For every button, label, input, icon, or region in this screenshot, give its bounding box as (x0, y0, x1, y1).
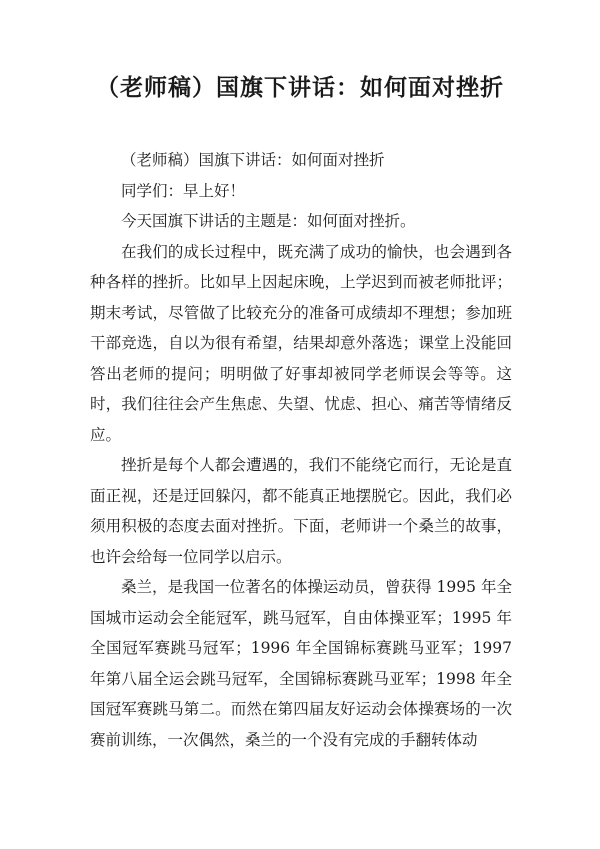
paragraph-topic: 今天国旗下讲话的主题是：如何面对挫折。 (121, 212, 416, 230)
document-title: （老师稿）国旗下讲话：如何面对挫折 (96, 74, 504, 101)
paragraph-attitude: 挫折是每个人都会遭遇的，我们不能绕它而行，无论是直面正视，还是迂回躲闪，都不能真正地摆脱它。因此，我们必须用积极的态度去面对挫折。下面，老师讲一个桑兰的故事，也许会给每一位同学以启示。 (90, 456, 512, 566)
paragraph-growth: 在我们的成长过程中，既充满了成功的愉快，也会遇到各种各样的挫折。比如早上因起床晚，上学迟到而被老师批评；期末考试，尽管做了比较充分的准备可成绩却不理想；参加班干部竞选，自以为很有希望，结果却意外落选；课堂上没能回答出老师的提问；明明做了好事却被同学老师误会等等。这时，我们往往会产生焦虑、失望、忧虑、担心、痛苦等情绪反应。 (90, 242, 512, 444)
paragraph-greeting: 同学们：早上好！ (121, 181, 246, 200)
document-body (90, 145, 512, 755)
paragraph-sanglan: 桑兰，是我国一位著名的体操运动员，曾获得 1995 年全国城市运动会全能冠军，跳马冠军，自由体操亚军；1995 年全国冠军赛跳马冠军；1996 年全国锦标赛跳马亚军；1997 年第八届全运会跳马冠军，全国锦标赛跳马亚军；1998 年全国冠军赛跳马第二。而然在第四届友好运动会体操赛场的一次赛前训练，一次偶然，桑兰的一个没有完成的手翻转体动 (90, 578, 512, 749)
paragraph-subtitle: （老师稿）国旗下讲话：如何面对挫折 (121, 151, 385, 169)
